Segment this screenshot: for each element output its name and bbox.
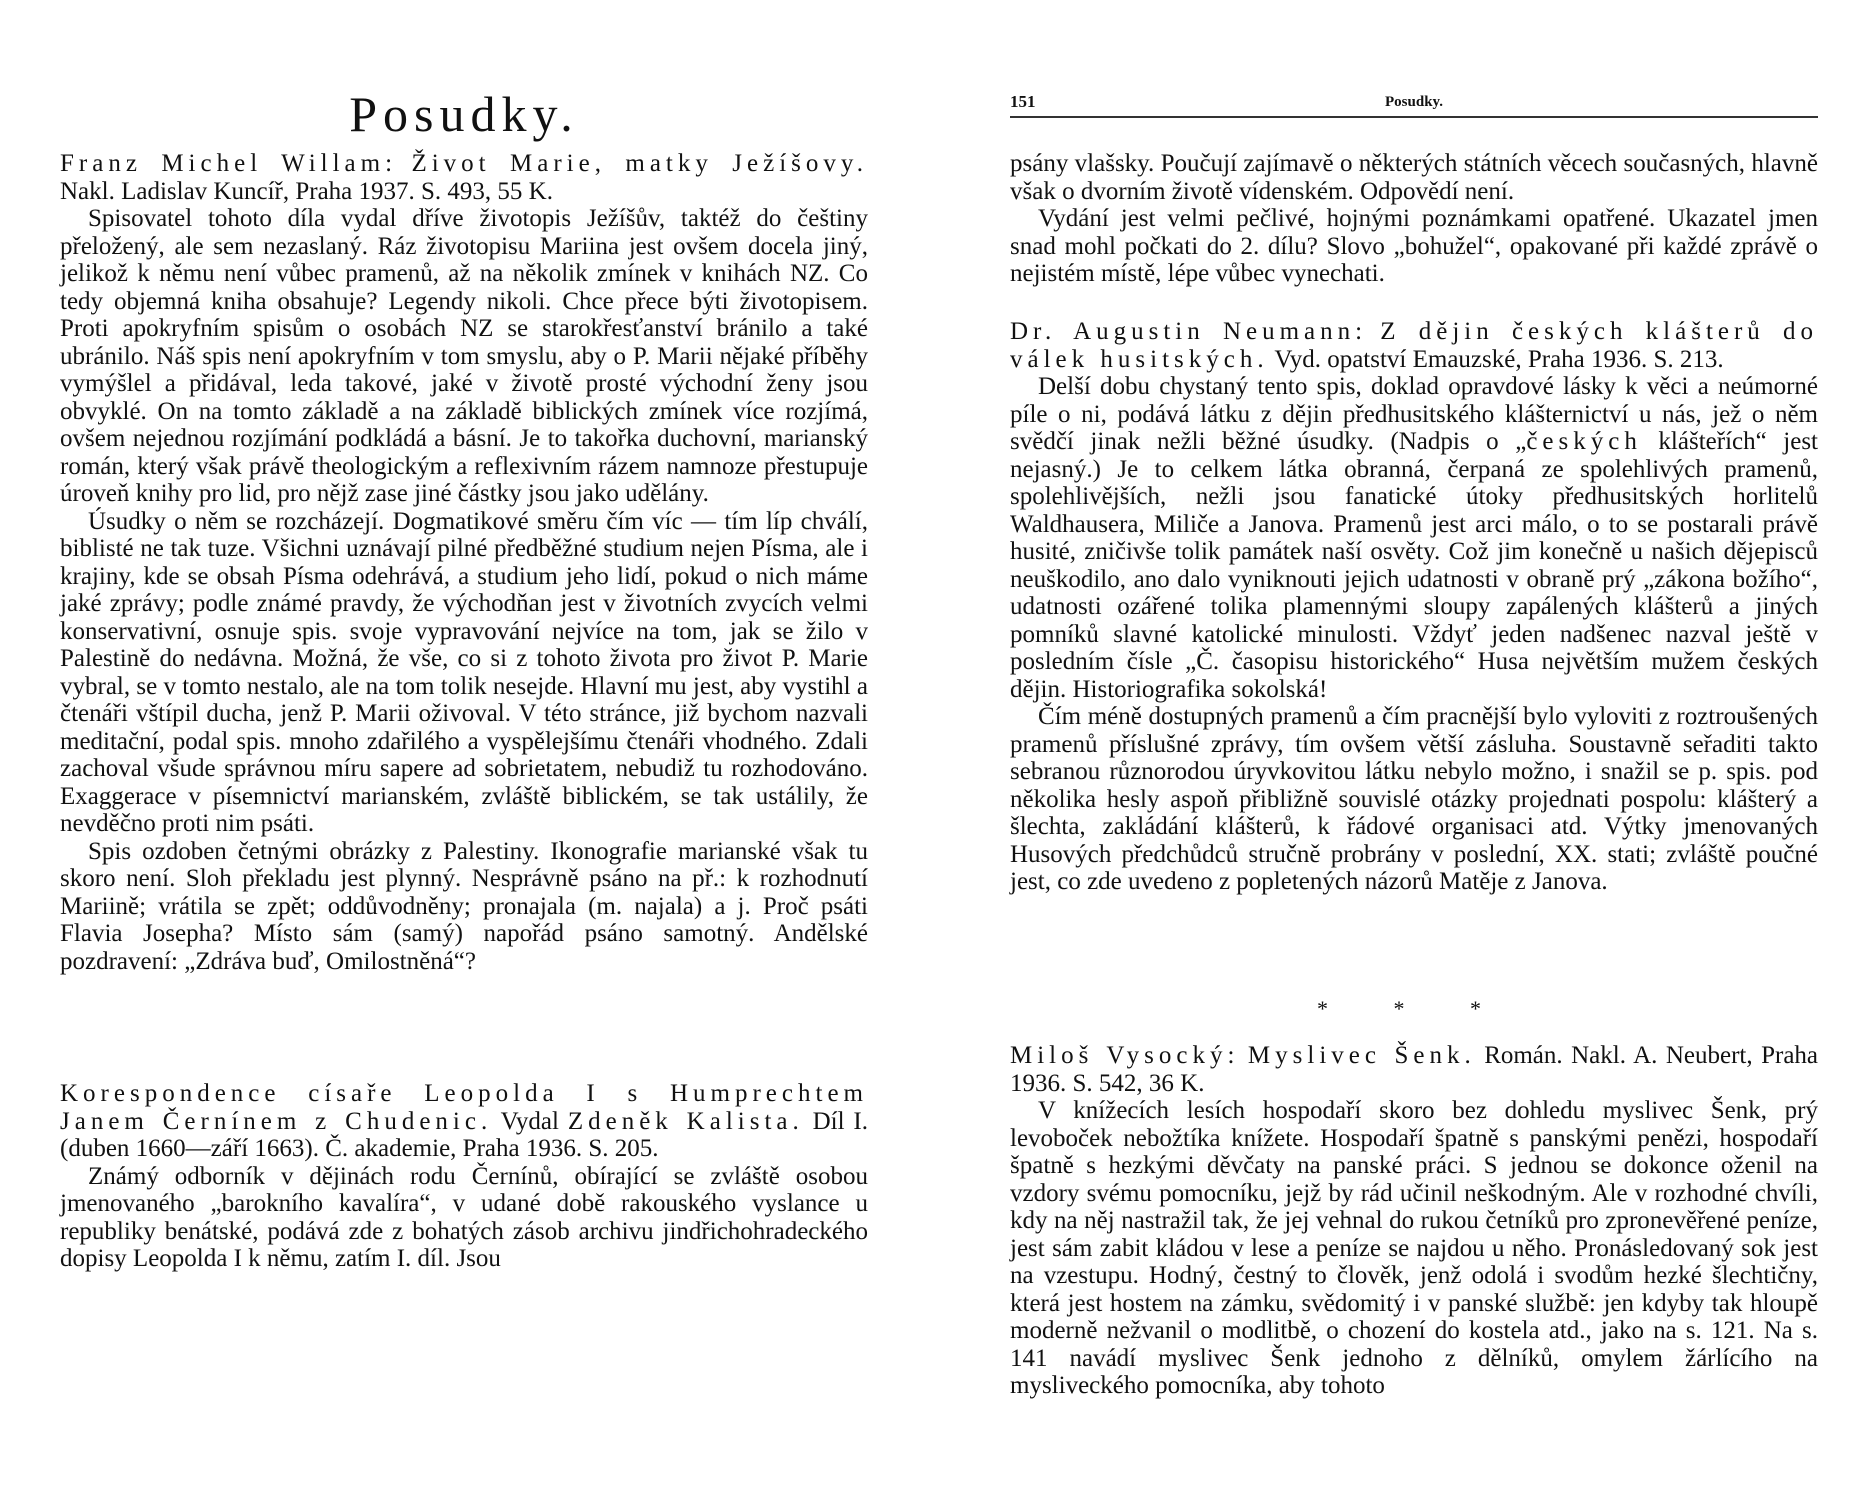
- review-publication: Díl I. (duben 1660—září 1663). Č. akademie, Praha 1936. S. 205.: [60, 1107, 869, 1162]
- review-paragraph: Vydání jest velmi pečlivé, hojnými poznámkami opatřené. Ukazatel jmen snad mohl počkati do 2. dílu? Slovo „bohužel“, opakované při každé zprávě o nejistém místě, lépe vůbec vynechati.: [1010, 205, 1818, 287]
- review-paragraph: Čím méně dostupných pramenů a čím pracnější bylo vyloviti z roztroušených pramenů příslušné zprávy, tím ovšem větší zásluha. Soustavně seřaditi takto sebranou různorodou úryvkovitou látku nebylo možno, i snažil se p. spis. pod několika hesly aspoň přibližně souvislé otázky projednati pospolu: klášterý a šlechta, zakládání klášterů, k řádové organisaci atd. Výtky jmenovaných Husových předchůdců stručně probrány v poslední, XX. stati; zvláště poučné jest, co zde uvedeno z popletených názorů Matěje z Janova.: [1010, 703, 1818, 895]
- review-text: Delší dobu chystaný tento spis, doklad opravdové lásky k věci a neúmorné píle o ni, podává látku z dějin předhusitského klášternictví u nás, jež o něm svědčí jinak nežli běžné úsudky. (Nadpis o „: [1010, 373, 1818, 455]
- review-text-spaced: českých: [1526, 428, 1642, 455]
- review-publication: Román. Nakl. A. Neubert, Praha 1936. S. 542, 36 K.: [1010, 1042, 1819, 1097]
- review-publication: Nakl. Ladislav Kuncíř, Praha 1937. S. 493, 55 K.: [60, 177, 553, 205]
- review-paragraph: [1010, 373, 1818, 703]
- review-neumann: [1010, 318, 1818, 896]
- review-heading: [1010, 318, 1818, 373]
- review-paragraph: Úsudky o něm se rozcházejí. Dogmatikové směru čím víc — tím líp chválí, biblisté ne tak tuze. Všichni uznávají pilné předběžné studium nejen Písma, ale i krajiny, kde se obsah Písma odehrává, a studium jeho lidí, pokud o nich máme jaké zprávy; podle známé pravdy, že východňan jest v životních zvycích velmi konservativní, osnuje spis. svoje vypravování nejvíce na tom, jak se žilo v Palestině do nedávna. Možná, že vše, co si z tohoto života pro život P. Marie vybral, se v tomto nestalo, ale na tom tolik nesejde. Hlavní mu jest, aby vystihl a čtenáři vštípil ducha, jenž P. Marii oživoval. V této stránce, již bychom nazvali meditační, podal spis. mnoho zdařilého a vyspělejšímu čtenáři vhodného. Zdali zachoval všude správnou míru sapere ad sobrietatem, nebudiž tu rozhodováno. Exaggerace v písemnictví marianském, zvláště biblickém, se tak ustálily, že nevděčno proti nim psáti.: [60, 507, 868, 837]
- review-paragraph: V knížecích lesích hospodaří skoro bez dohledu myslivec Šenk, prý levoboček nebožtíka knížete. Hospodaří špatně s panskými penězi, hospodaří špatně s hezkými děvčaty na panské práci. S jednou se dokonce oženil na vzdory svému pomocníku, jejž by rád učinil neškodným. Ale v rozhodné chvíli, kdy na něj nastražil tak, že jej vehnal do rukou četníků pro zpronevěřené peníze, jest sám zabit kládou v lese a peníze se najdou u něho. Pronásledovaný sok jest na vzestupu. Hodný, čestný to člověk, jenž odolá i svodům hezké šlechtičny, která jest hostem na zámku, svědomitý i v panské službě: jen kdyby tak hloupě moderně nežvanil o modlitbě, o chození do kostela atd., jako na s. 121. Na s. 141 navádí myslivec Šenk jednoho z dělníků, omylem žárlícího na mysliveckého pomocníka, aby tohoto: [1010, 1097, 1818, 1399]
- review-author: Franz Michel Willam:: [60, 150, 398, 177]
- review-paragraph: psány vlašsky. Poučují zajímavě o některých státních věcech současných, hlavně však o dvorním životě vídenském. Odpovědí není.: [1010, 150, 1818, 205]
- left-page: [60, 0, 868, 1500]
- review-leopold-continued: [1010, 150, 1818, 288]
- page-title: Posudky.: [349, 86, 579, 142]
- review-book-title: Myslivec Šenk.: [1247, 1042, 1476, 1069]
- review-editor: Zdeněk Kalista.: [567, 1107, 804, 1135]
- review-vysocky: [1010, 1042, 1818, 1400]
- review-willam: [60, 150, 868, 975]
- review-author: Miloš Vysocký:: [1010, 1042, 1240, 1069]
- review-heading: [1010, 1042, 1818, 1097]
- review-editor-prefix: Vydal: [500, 1107, 559, 1135]
- review-heading: [60, 150, 868, 205]
- review-paragraph: Spis ozdoben četnými obrázky z Palestiny. Ikonografie marianské však tu skoro není. Sloh překladu jest plynný. Nesprávně psáno na př.: k rozhodnutí Mariině; vrátila se zpět; oddůvodněny; pronajala (m. najala) a j. Proč psáti Flavia Josepha? Místo sám (samý) napořád psáno samotný. Andělské pozdravení: „Zdráva buď, Omilostněná“?: [60, 837, 868, 975]
- review-book-title: Korespondence císaře Leopolda I s Humprechtem Janem Černínem z Chudenic.: [60, 1080, 868, 1135]
- right-page: [1010, 0, 1818, 1500]
- running-title: Posudky.: [1385, 94, 1443, 110]
- page-number: 151: [1010, 92, 1036, 111]
- review-heading: [60, 1080, 868, 1163]
- review-paragraph: Spisovatel tohoto díla vydal dříve životopis Ježíšův, taktéž do češtiny přeložený, ale sem nezaslaný. Ráz životopisu Mariina jest ovšem docela jiný, jelikož k němu není vůbec pramenů, až na několik zmínek v knihách NZ. Co tedy objemná kniha obsahuje? Legendy nikoli. Chce přece býti životopisem. Proti apokryfním spisům o osobách NZ se starokřesťanství bránilo a také ubránilo. Náš spis není apokryfním v tom smyslu, aby o P. Marii nějaké příběhy vymýšlel a přidával, leda takové, jaké v životě prosté východní ženy jsou obvyklé. On na tomto základě a na základě biblických zmínek více rozjímá, ovšem nejednou rozjímání podkládá a básní. Je to takořka duchovní, marianský román, který však právě theologickým a reflexivním rázem namnoze přestupuje úroveň knihy pro lid, pro nějž zase jiné částky jsou jako udělány.: [60, 205, 868, 507]
- review-text: klášteřích“ jest nejasný.) Je to celkem látka obranná, čerpaná ze spolehlivých pramenů, spolehlivějších, nežli jsou fanatické útoky předhusitských horlitelů Waldhausera, Miliče a Janova. Pramenů jest arci málo, o to se postarali právě husité, zničivše tolik památek naší osvěty. Což jim konečně u našich dějepisců neuškodilo, ano dalo vyniknouti jejich udatnosti v obraně prý „zákona božího“, udatnosti ozářené tolika plamennými sloupy zapálených klášterů a jiných pomníků slavné katolické minulosti. Vždyť jeden nadšenec nazval ještě v posledním čísle „Č. časopisu historického“ Husa největším mužem českých dějin. Historiografika sokolská!: [1010, 428, 1818, 703]
- review-book-title: Život Marie, matky Ježíšovy.: [411, 150, 869, 177]
- running-head: [1010, 92, 1818, 118]
- review-book-title: Z dějin českých klášterů do válek husitských.: [1010, 318, 1819, 373]
- review-leopold: [60, 1080, 868, 1273]
- review-author: Dr. Augustin Neumann:: [1010, 318, 1368, 345]
- review-publication: Vyd. opatství Emauzské, Praha 1936. S. 213.: [1274, 345, 1724, 373]
- review-paragraph: Známý odborník v dějinách rodu Černínů, obírající se zvláště osobou jmenovaného „barokního kavalíra“, v udané době rakouského vyslance u republiky benátské, podává zde z bohatých zásob archivu jindřichohradeckého dopisy Leopolda I k němu, zatím I. díl. Jsou: [60, 1162, 868, 1272]
- section-separator: * * *: [1317, 996, 1511, 1021]
